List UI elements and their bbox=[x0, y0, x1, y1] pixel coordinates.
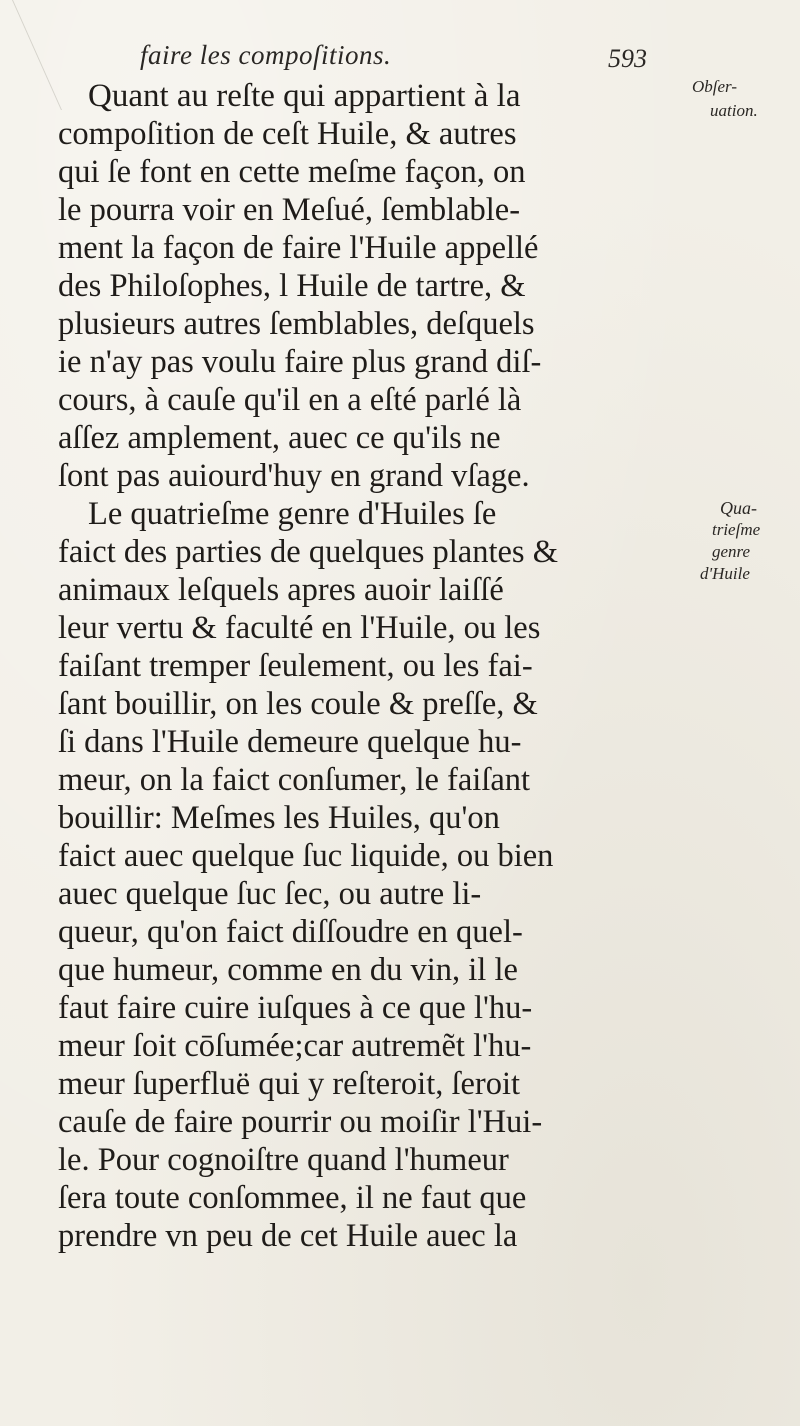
text-line: aſſez amplement, auec ce qu'ils ne bbox=[58, 420, 501, 456]
text-line: Quant au reſte qui appartient à la bbox=[88, 78, 521, 114]
text-line: des Philoſophes, l Huile de tartre, & bbox=[58, 268, 526, 304]
text-line: plusieurs autres ſemblables, deſquels bbox=[58, 306, 535, 342]
text-line: ie n'ay pas voulu faire plus grand diſ- bbox=[58, 344, 542, 380]
margin-note-quatriesme-4: d'Huile bbox=[700, 564, 750, 583]
text-line: prendre vn peu de cet Huile auec la bbox=[58, 1218, 518, 1254]
text-line: ſant bouillir, on les coule & preſſe, & bbox=[58, 686, 538, 722]
text-line: qui ſe font en cette meſme façon, on bbox=[58, 154, 526, 190]
page-number: 593 bbox=[608, 44, 647, 73]
text-line: le. Pour cognoiſtre quand l'humeur bbox=[58, 1142, 509, 1178]
text-line: faict auec quelque ſuc liquide, ou bien bbox=[58, 838, 554, 874]
text-line: le pourra voir en Meſué, ſemblable- bbox=[58, 192, 521, 228]
text-line: faut faire cuire iuſques à ce que l'hu- bbox=[58, 990, 533, 1026]
margin-note-quatriesme-3: genre bbox=[712, 542, 751, 561]
text-line: meur ſoit cōſumée;car autremẽt l'hu- bbox=[58, 1028, 532, 1064]
text-line: Le quatrieſme genre d'Huiles ſe bbox=[88, 496, 497, 532]
text-line: ſera toute conſommee, il ne faut que bbox=[58, 1180, 527, 1216]
text-line: leur vertu & faculté en l'Huile, ou les bbox=[58, 610, 541, 646]
text-line: ment la façon de faire l'Huile appellé bbox=[58, 230, 539, 266]
text-line: cours, à cauſe qu'il en a eſté parlé là bbox=[58, 382, 522, 418]
margin-note-observation-1: Obſer- bbox=[692, 77, 737, 96]
text-line: cauſe de faire pourrir ou moiſir l'Hui- bbox=[58, 1104, 543, 1140]
margin-note-quatriesme-2: trieſme bbox=[712, 520, 761, 539]
text-line: meur, on la faict conſumer, le faiſant bbox=[58, 762, 531, 798]
text-line: meur ſuperfluë qui y reſteroit, ſeroit bbox=[58, 1066, 521, 1102]
text-line: que humeur, comme en du vin, il le bbox=[58, 952, 518, 988]
running-head: faire les compoſitions. bbox=[140, 40, 392, 70]
text-line: bouillir: Meſmes les Huiles, qu'on bbox=[58, 800, 500, 836]
margin-note-quatriesme-1: Qua- bbox=[720, 498, 757, 518]
text-line: compoſition de ceſt Huile, & autres bbox=[58, 116, 517, 152]
text-line: animaux leſquels apres auoir laiſſé bbox=[58, 572, 504, 608]
text-line: auec quelque ſuc ſec, ou autre li- bbox=[58, 876, 482, 912]
text-line: ſi dans l'Huile demeure quelque hu- bbox=[58, 724, 522, 760]
margin-note-observation-2: uation. bbox=[710, 101, 758, 120]
text-line: faict des parties de quelques plantes & bbox=[58, 534, 558, 570]
text-line: queur, qu'on faict diſſoudre en quel- bbox=[58, 914, 523, 950]
text-line: faiſant tremper ſeulement, ou les fai- bbox=[58, 648, 533, 684]
text-line: ſont pas auiourd'huy en grand vſage. bbox=[58, 458, 530, 494]
